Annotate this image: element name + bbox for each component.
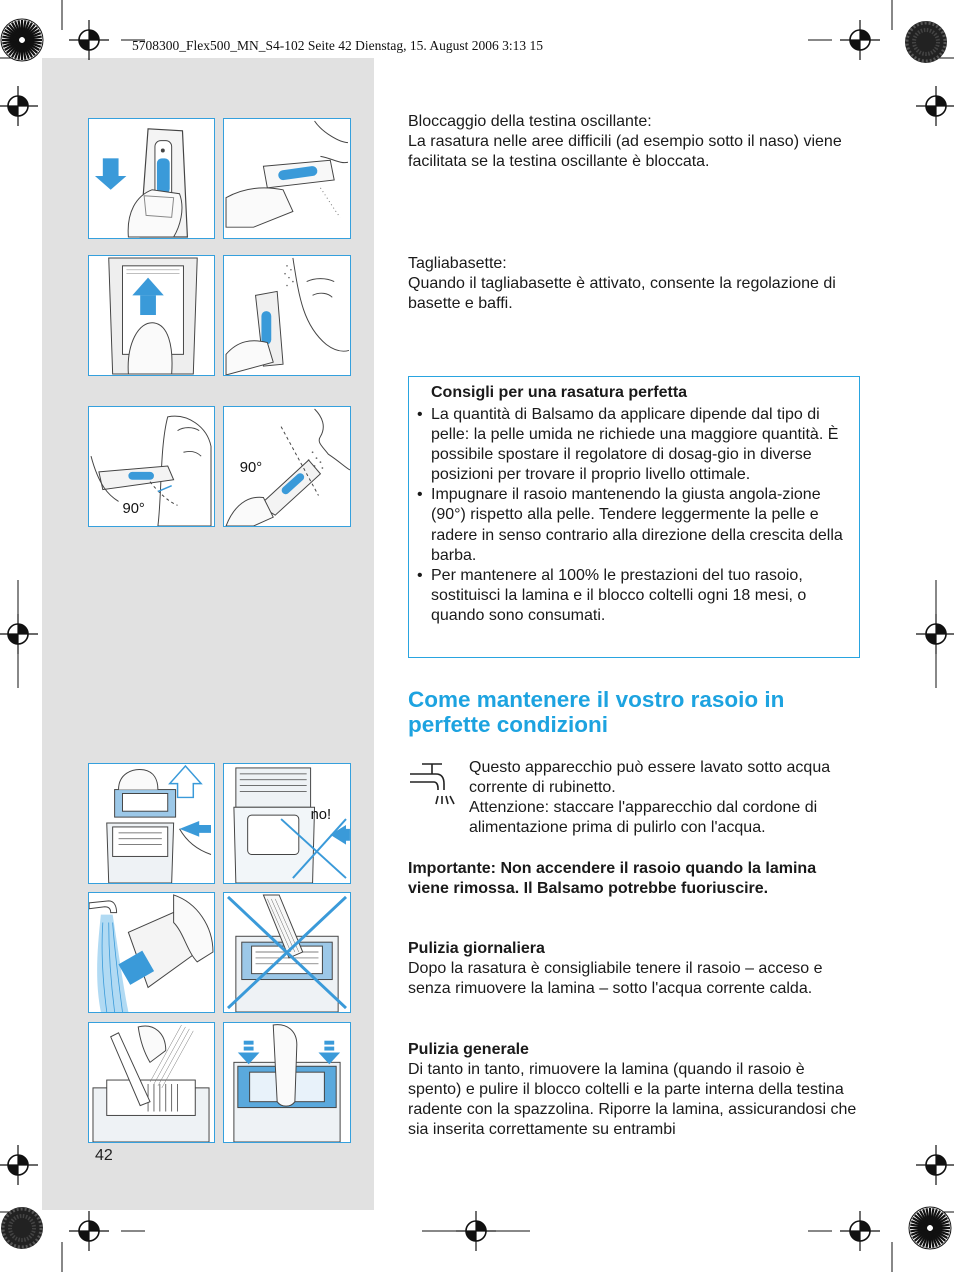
angle-label: 90°: [239, 459, 263, 476]
tip-text: Impugnare il rasoio mantenendo la giusta angola-zione (90°) rispetto alla pelle. Tendere leggermente la pelle e radere in senso contrario alla direzione della crescita della barba.: [431, 486, 843, 564]
page-number: 42: [95, 1147, 113, 1164]
arrow-down-icon: [95, 158, 126, 189]
warning-text: Attenzione: staccare l'apparecchio dal cordone di alimentazione prima di pulirlo con l'acqua.: [469, 799, 818, 837]
arrow-left-icon: [180, 821, 211, 837]
section-lock-body: La rasatura nelle aree difficili (ad esempio sotto il naso) viene facilitata se la testina oscillante è bloccata.: [408, 133, 842, 171]
figure-remove-foil: [88, 763, 215, 884]
figure-brush-cutter-block: [88, 1022, 215, 1143]
section-trimmer-body: Quando il tagliabasette è attivato, consente la regolazione di basette e baffi.: [408, 275, 836, 313]
general-cleaning-body: Di tanto in tanto, rimuovere la lamina (quando il rasoio è spento) e pulire il blocco coltelli e la parte interna della testina radente con la spazzolina. Riporre la lamina, assicurandosi che sia inserita correttamente su entrambi: [408, 1061, 857, 1139]
figure-reattach-foil: [223, 1022, 351, 1143]
bullet: •: [417, 486, 423, 504]
section-heading: Come mantenere il vostro rasoio in perfette condizioni: [408, 687, 785, 737]
tips-list: [409, 405, 857, 626]
figure-no-press-button: [223, 763, 351, 884]
important-note: Importante: Non accendere il rasoio quando la lamina viene rimossa. Il Balsamo potrebbe fuoriuscire.: [408, 860, 817, 898]
arrow-left-icon: [330, 825, 350, 845]
no-label: no!: [310, 807, 332, 824]
angle-label: 90°: [122, 501, 145, 518]
bullet: •: [417, 406, 423, 423]
figure-trimming-sideburns: [223, 255, 351, 376]
figure-90-degree-cheek: [88, 406, 215, 527]
section-lock-title: Bloccaggio della testina oscillante:: [408, 113, 652, 130]
general-cleaning: [408, 1040, 858, 1140]
maintenance-intro: [408, 758, 853, 838]
warning-text-line1: [408, 798, 857, 838]
washable-text: Questo apparecchio può essere lavato sotto acqua corrente di rubinetto.: [469, 759, 831, 797]
tips-box: [408, 376, 860, 658]
lock-slider: [157, 158, 170, 193]
figure-rinse-under-tap: [88, 892, 215, 1013]
list-item: [409, 566, 857, 626]
section-lock: [408, 112, 853, 172]
figure-trimmer-release: [88, 255, 215, 376]
faucet-icon: [89, 901, 117, 913]
tips-title: Consigli per una rasatura perfetta: [431, 384, 688, 401]
daily-cleaning-title: Pulizia giornaliera: [408, 940, 545, 957]
section-trimmer: [408, 254, 853, 314]
section-trimmer-title: Tagliabasette:: [408, 255, 507, 272]
bullet: •: [417, 566, 423, 584]
figure-no-brush-foil: [223, 892, 351, 1013]
figure-lock-slider: [88, 118, 215, 239]
daily-cleaning: [408, 939, 856, 999]
list-item: [409, 405, 857, 485]
figure-shaving-under-nose: [223, 118, 351, 239]
tip-text: Per mantenere al 100% le prestazioni del tuo rasoio, sostituisci la lamina e il blocco coltelli ogni 18 mesi, o quando sono consumati.: [431, 566, 807, 624]
figure-90-degree-neck: [223, 406, 351, 527]
daily-cleaning-body: Dopo la rasatura è consigliabile tenere il rasoio – acceso e senza rimuovere la lamina – sotto l'acqua corrente calda.: [408, 960, 823, 998]
print-header: 5708300_Flex500_MN_S4-102 Seite 42 Dienstag, 15. August 2006 3:13 15: [132, 38, 543, 53]
list-item: [409, 485, 857, 565]
arrow-down-icon: [238, 1041, 260, 1065]
general-cleaning-title: Pulizia generale: [408, 1041, 529, 1058]
tip-text: La quantità di Balsamo da applicare dipende dal tipo di pelle: la pelle umida ne richiede una maggiore quantità. È possibile spostare il regolatore di dosag-gio in diverse posizioni per trovare il proprio livello ottimale.: [431, 406, 839, 484]
arrow-down-icon: [318, 1041, 340, 1065]
